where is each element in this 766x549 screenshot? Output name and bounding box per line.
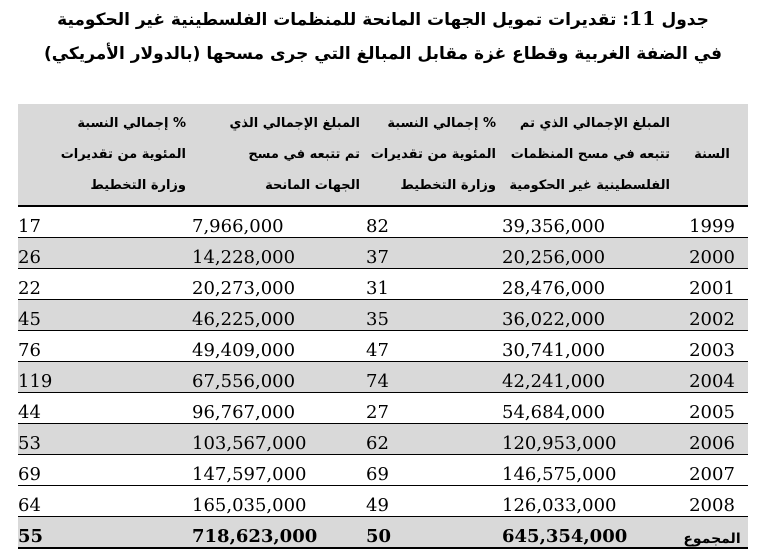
header-line: وزارة التخطيط (400, 178, 496, 193)
header-line: وزارة التخطيط (90, 178, 186, 193)
header-line: تم تتبعه في مسح (248, 147, 360, 162)
cell-ngo-pct: 31 (366, 269, 502, 300)
table-number: 11 (629, 8, 656, 30)
cell-ngo-pct: 37 (366, 238, 502, 269)
cell-ngo-pct: 49 (366, 486, 502, 517)
table-row (18, 455, 748, 486)
header-ngo-pct (366, 104, 502, 206)
cell-ngo-amount: 42,241,000 (502, 362, 676, 393)
cell-ngo-pct: 74 (366, 362, 502, 393)
cell-donor-amount: 67,556,000 (192, 362, 366, 393)
cell-year: 2002 (676, 300, 748, 331)
total-ngo-amount: 645,354,000 (502, 517, 676, 549)
cell-donor-amount: 147,597,000 (192, 455, 366, 486)
header-line: المئوية من تقديرات (370, 147, 496, 162)
header-donor-amount (192, 104, 366, 206)
cell-ngo-amount: 28,476,000 (502, 269, 676, 300)
cell-ngo-pct: 27 (366, 393, 502, 424)
cell-year: 1999 (676, 206, 748, 238)
total-donor-pct: 55 (18, 517, 192, 549)
header-year: السنة (676, 104, 748, 206)
table-row (18, 206, 748, 238)
cell-ngo-pct: 69 (366, 455, 502, 486)
cell-year: 2001 (676, 269, 748, 300)
cell-donor-pct: 64 (18, 486, 192, 517)
header-line: % إجمالي النسبة (387, 116, 496, 131)
cell-donor-amount: 7,966,000 (192, 206, 366, 238)
header-line: المئوية من تقديرات (60, 147, 186, 162)
cell-ngo-pct: 62 (366, 424, 502, 455)
cell-donor-pct: 69 (18, 455, 192, 486)
cell-donor-pct: 44 (18, 393, 192, 424)
cell-donor-amount: 96,767,000 (192, 393, 366, 424)
cell-year: 2000 (676, 238, 748, 269)
header-line: المبلغ الإجمالي الذي تم (519, 116, 670, 131)
cell-donor-amount: 49,409,000 (192, 331, 366, 362)
cell-year: 2007 (676, 455, 748, 486)
table-title-line2: في الضفة الغربية وقطاع غزة مقابل المبالغ التي جرى مسحها (بالدولار الأمريكي) (43, 44, 723, 64)
table-row (18, 424, 748, 455)
cell-donor-pct: 45 (18, 300, 192, 331)
cell-donor-amount: 103,567,000 (192, 424, 366, 455)
cell-year: 2004 (676, 362, 748, 393)
title-prefix: جدول (661, 10, 709, 30)
total-ngo-pct: 50 (366, 517, 502, 549)
cell-ngo-amount: 30,741,000 (502, 331, 676, 362)
cell-donor-pct: 119 (18, 362, 192, 393)
cell-donor-pct: 26 (18, 238, 192, 269)
cell-ngo-pct: 47 (366, 331, 502, 362)
header-line: % إجمالي النسبة (77, 116, 186, 131)
total-row (18, 517, 748, 549)
funding-table (18, 104, 748, 549)
table-row (18, 486, 748, 517)
cell-ngo-amount: 20,256,000 (502, 238, 676, 269)
cell-year: 2003 (676, 331, 748, 362)
table-row (18, 362, 748, 393)
cell-donor-amount: 20,273,000 (192, 269, 366, 300)
cell-ngo-amount: 126,033,000 (502, 486, 676, 517)
cell-ngo-amount: 146,575,000 (502, 455, 676, 486)
header-line: الفلسطينية غير الحكومية (509, 178, 670, 193)
header-row (18, 104, 748, 206)
cell-year: 2006 (676, 424, 748, 455)
cell-year: 2005 (676, 393, 748, 424)
cell-donor-amount: 14,228,000 (192, 238, 366, 269)
cell-donor-amount: 46,225,000 (192, 300, 366, 331)
header-line: تتبعه في مسح المنظمات (510, 147, 670, 162)
title-text: : تقديرات تمويل الجهات المانحة للمنظمات الفلسطينية غير الحكومية (57, 10, 630, 30)
table-row (18, 269, 748, 300)
total-donor-amount: 718,623,000 (192, 517, 366, 549)
cell-donor-amount: 165,035,000 (192, 486, 366, 517)
cell-ngo-pct: 82 (366, 206, 502, 238)
cell-ngo-amount: 36,022,000 (502, 300, 676, 331)
cell-ngo-amount: 39,356,000 (502, 206, 676, 238)
header-ngo-amount (502, 104, 676, 206)
cell-ngo-pct: 35 (366, 300, 502, 331)
header-line: المبلغ الإجمالي الذي (229, 116, 360, 131)
cell-donor-pct: 17 (18, 206, 192, 238)
cell-ngo-amount: 54,684,000 (502, 393, 676, 424)
table-row (18, 331, 748, 362)
cell-year: 2008 (676, 486, 748, 517)
cell-donor-pct: 53 (18, 424, 192, 455)
cell-donor-pct: 22 (18, 269, 192, 300)
cell-donor-pct: 76 (18, 331, 192, 362)
table-row (18, 393, 748, 424)
table-row (18, 238, 748, 269)
table-title-line1 (0, 8, 766, 30)
total-label: المجموع (676, 517, 748, 549)
table-row (18, 300, 748, 331)
header-donor-pct (18, 104, 192, 206)
cell-ngo-amount: 120,953,000 (502, 424, 676, 455)
header-line: الجهات المانحة (265, 178, 360, 193)
